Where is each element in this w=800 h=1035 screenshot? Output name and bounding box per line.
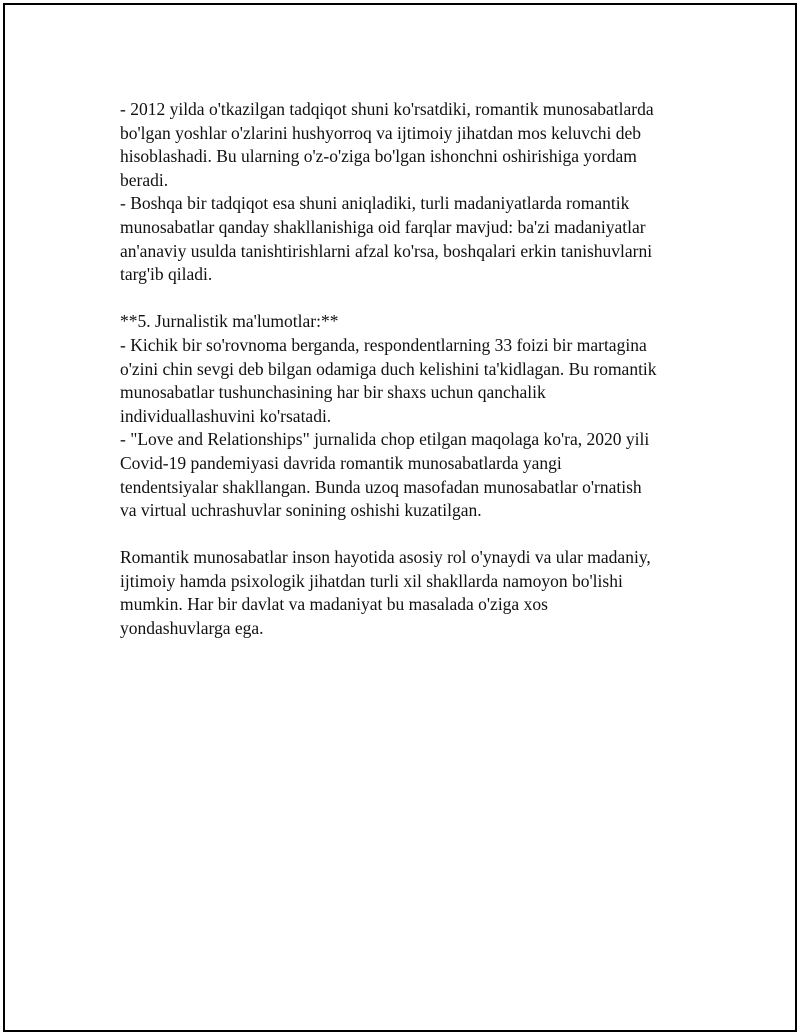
- paragraph-gap: [120, 287, 700, 311]
- text-line: hisoblashadi. Bu ularning o'z-o'ziga bo'lgan ishonchni oshirishiga yordam: [120, 146, 637, 167]
- text-line: - Boshqa bir tadqiqot esa shuni aniqladiki, turli madaniyatlarda romantik: [120, 193, 630, 214]
- paragraph-conclusion: [120, 546, 700, 640]
- text-line: munosabatlar qanday shakllanishiga oid farqlar mavjud: ba'zi madaniyatlar: [120, 216, 646, 237]
- text-line: Romantik munosabatlar inson hayotida asosiy rol o'ynaydi va ular madaniy,: [120, 547, 651, 568]
- section-heading: **5. Jurnalistik ma'lumotlar:**: [120, 311, 339, 332]
- text-line: - "Love and Relationships" jurnalida chop etilgan maqolaga ko'ra, 2020 yili: [120, 429, 650, 450]
- text-line: targ'ib qiladi.: [120, 264, 213, 285]
- text-line: - Kichik bir so'rovnoma berganda, respondentlarning 33 foizi bir martagina: [120, 334, 647, 355]
- text-line: individuallashuvini ko'rsatadi.: [120, 405, 332, 426]
- document-page: [3, 3, 797, 1032]
- text-line: - 2012 yilda o'tkazilgan tadqiqot shuni ko'rsatdiki, romantik munosabatlarda: [120, 99, 654, 119]
- text-line: va virtual uchrashuvlar sonining oshishi kuzatilgan.: [120, 500, 482, 521]
- text-line: beradi.: [120, 169, 169, 190]
- text-line: o'zini chin sevgi deb bilgan odamiga duch kelishini ta'kidlagan. Bu romantik: [120, 358, 657, 379]
- paragraph-journalistic: [120, 310, 700, 522]
- document-body: [120, 98, 700, 641]
- text-line: ijtimoiy hamda psixologik jihatdan turli xil shakllarda namoyon bo'lishi: [120, 570, 623, 591]
- text-line: yondashuvlarga ega.: [120, 618, 264, 639]
- text-line: tendentsiyalar shakllangan. Bunda uzoq masofadan munosabatlar o'rnatish: [120, 476, 642, 497]
- paragraph-gap: [120, 523, 700, 547]
- text-line: Covid-19 pandemiyasi davrida romantik munosabatlarda yangi: [120, 452, 562, 473]
- text-line: an'anaviy usulda tanishtirishlarni afzal ko'rsa, boshqalari erkin tanishuvlarni: [120, 240, 653, 261]
- paragraph-research: [120, 98, 700, 287]
- text-line: bo'lgan yoshlar o'zlarini hushyorroq va ijtimoiy jihatdan mos keluvchi deb: [120, 122, 642, 143]
- text-line: mumkin. Har bir davlat va madaniyat bu masalada o'ziga xos: [120, 594, 548, 615]
- text-line: munosabatlar tushunchasining har bir shaxs uchun qanchalik: [120, 382, 546, 403]
